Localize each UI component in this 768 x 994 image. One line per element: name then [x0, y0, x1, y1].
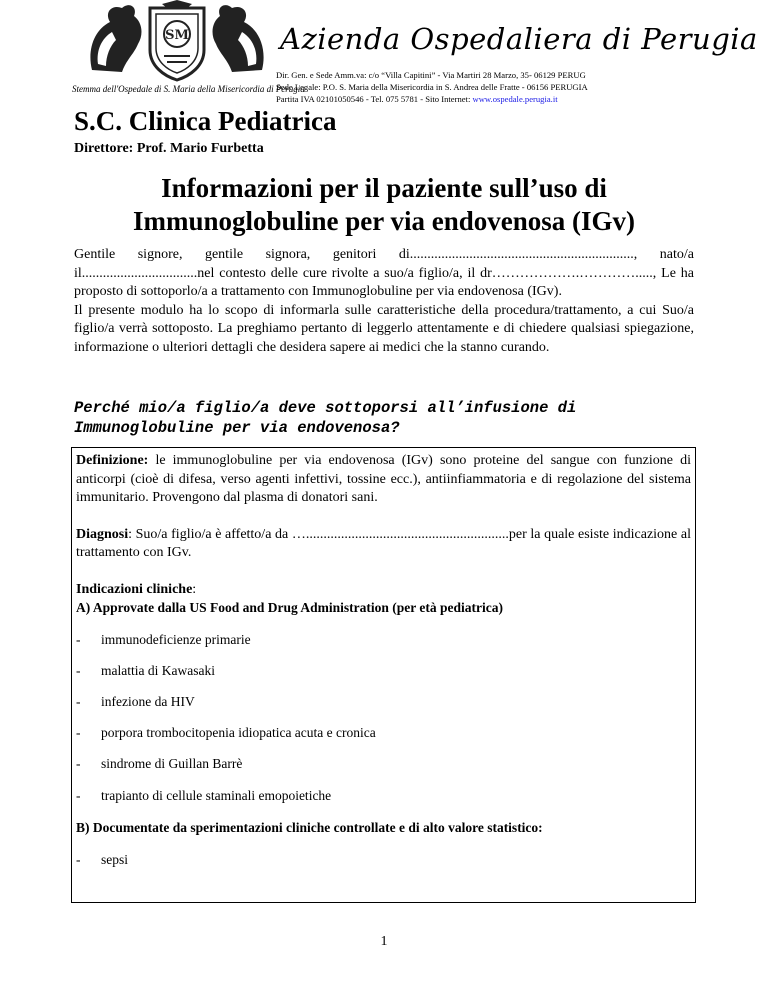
list-item	[76, 756, 242, 772]
hospital-logo	[72, 0, 305, 100]
indications-label: Indicazioni cliniche	[76, 581, 193, 597]
list-dash: -	[76, 852, 81, 867]
indications-colon: :	[192, 581, 197, 597]
section-question	[74, 398, 694, 438]
list-item	[76, 694, 195, 710]
address-line-1: Dir. Gen. e Sede Amm.va: c/o “Villa Capitini” - Via Martiri 28 Marzo, 35- 06129 PERUG	[276, 70, 586, 80]
definition-label: Definizione:	[76, 453, 149, 468]
list-item-text: infezione da HIV	[101, 694, 195, 709]
list-dash: -	[76, 694, 81, 709]
section-a-heading: A) Approvate dalla US Food and Drug Administration (per età pediatrica)	[76, 600, 504, 615]
title-line-1: Informazioni per il paziente sull’uso di	[161, 173, 607, 203]
list-item-text: immunodeficienze primarie	[101, 632, 251, 647]
diagnosis-text: : Suo/a figlio/a è affetto/a da …..........................................................per la quale esiste indicazione al trattamento con IGv.	[76, 526, 691, 560]
section-b-heading: B) Documentate da sperimentazioni cliniche controllate e di alto valore statistico:	[76, 820, 543, 835]
list-item	[76, 852, 128, 868]
title-line-2: Immunoglobuline per via endovenosa (IGv)	[132, 206, 636, 236]
list-item-text: malattia di Kawasaki	[101, 663, 215, 678]
list-item-text: sepsi	[101, 852, 128, 867]
address-line-2: Sede Legale: P.O. S. Maria della Misericordia in S. Andrea delle Fratte - 06156 PERUGIA	[276, 82, 588, 92]
website-link[interactable]: www.ospedale.perugia.it	[472, 94, 558, 104]
indications-heading	[76, 581, 691, 600]
list-dash: -	[76, 756, 81, 771]
list-item	[76, 725, 376, 741]
director-name: Direttore: Prof. Mario Furbetta	[74, 141, 264, 156]
list-item	[76, 632, 251, 648]
list-dash: -	[76, 663, 81, 678]
address-line-3-text: Partita IVA 02101050546 - Tel. 075 5781 - Sito Internet:	[276, 94, 473, 104]
list-dash: -	[76, 725, 81, 740]
definition-paragraph	[76, 452, 691, 508]
list-item	[76, 788, 331, 804]
question-line-1: Perché mio/a figlio/a deve sottoporsi all’infusione di	[74, 399, 577, 417]
list-item	[76, 663, 215, 679]
list-dash: -	[76, 632, 81, 647]
document-title	[74, 172, 694, 238]
svg-text:SM: SM	[165, 28, 189, 43]
page-number: 1	[380, 934, 388, 949]
hospital-crest-icon	[82, 0, 272, 84]
list-item-text: trapianto di cellule staminali emopoietiche	[101, 788, 332, 803]
diagnosis-paragraph	[76, 526, 691, 563]
list-item-text: sindrome di Guillan Barrè	[101, 756, 243, 771]
box-content	[76, 452, 691, 599]
question-line-2: Immunoglobuline per via endovenosa?	[74, 419, 400, 437]
clinic-name: S.C. Clinica Pediatrica	[74, 106, 337, 136]
list-dash: -	[76, 788, 81, 803]
diagnosis-label: Diagnosi	[76, 526, 129, 542]
organization-name: Azienda Ospedaliera di Perugia	[280, 22, 758, 56]
intro-text	[74, 246, 694, 357]
definition-text: le immunoglobuline per via endovenosa (IGv) sono proteine del sangue con funzione di anticorpi (cioè di difesa, verso agenti infettivi, tossine ecc.), antiinfiammatoria e di regolazione del sistema immunitario. Provengono dal plasma di donatori sani.	[76, 453, 691, 505]
intro-paragraph-2: Il presente modulo ha lo scopo di informarla sulle caratteristiche della procedura/trattamento, a cui Suo/a figlio/a verrà sottoposto. La preghiamo pertanto di leggerlo attentamente e di chiedere qualsiasi spiegazione, informazione o ulteriori dettagli che desidera sapere ai medici che la stanno curando.	[74, 302, 694, 355]
list-item-text: porpora trombocitopenia idiopatica acuta e cronica	[101, 725, 376, 740]
address-line-3	[276, 94, 558, 104]
logo-caption: Stemma dell'Ospedale di S. Maria della Misericordia di Perugia	[72, 84, 305, 94]
intro-paragraph-1: Gentile signore, gentile signora, genitori di................................................................, nato/a il.................................nel contesto delle cure rivolte a suo/a figlio/a, il dr……………….…………....., Le ha proposto di sottoporlo/a a trattamento con Immunoglobuline per via endovenosa (IGv).	[74, 247, 694, 299]
info-box	[71, 447, 696, 903]
